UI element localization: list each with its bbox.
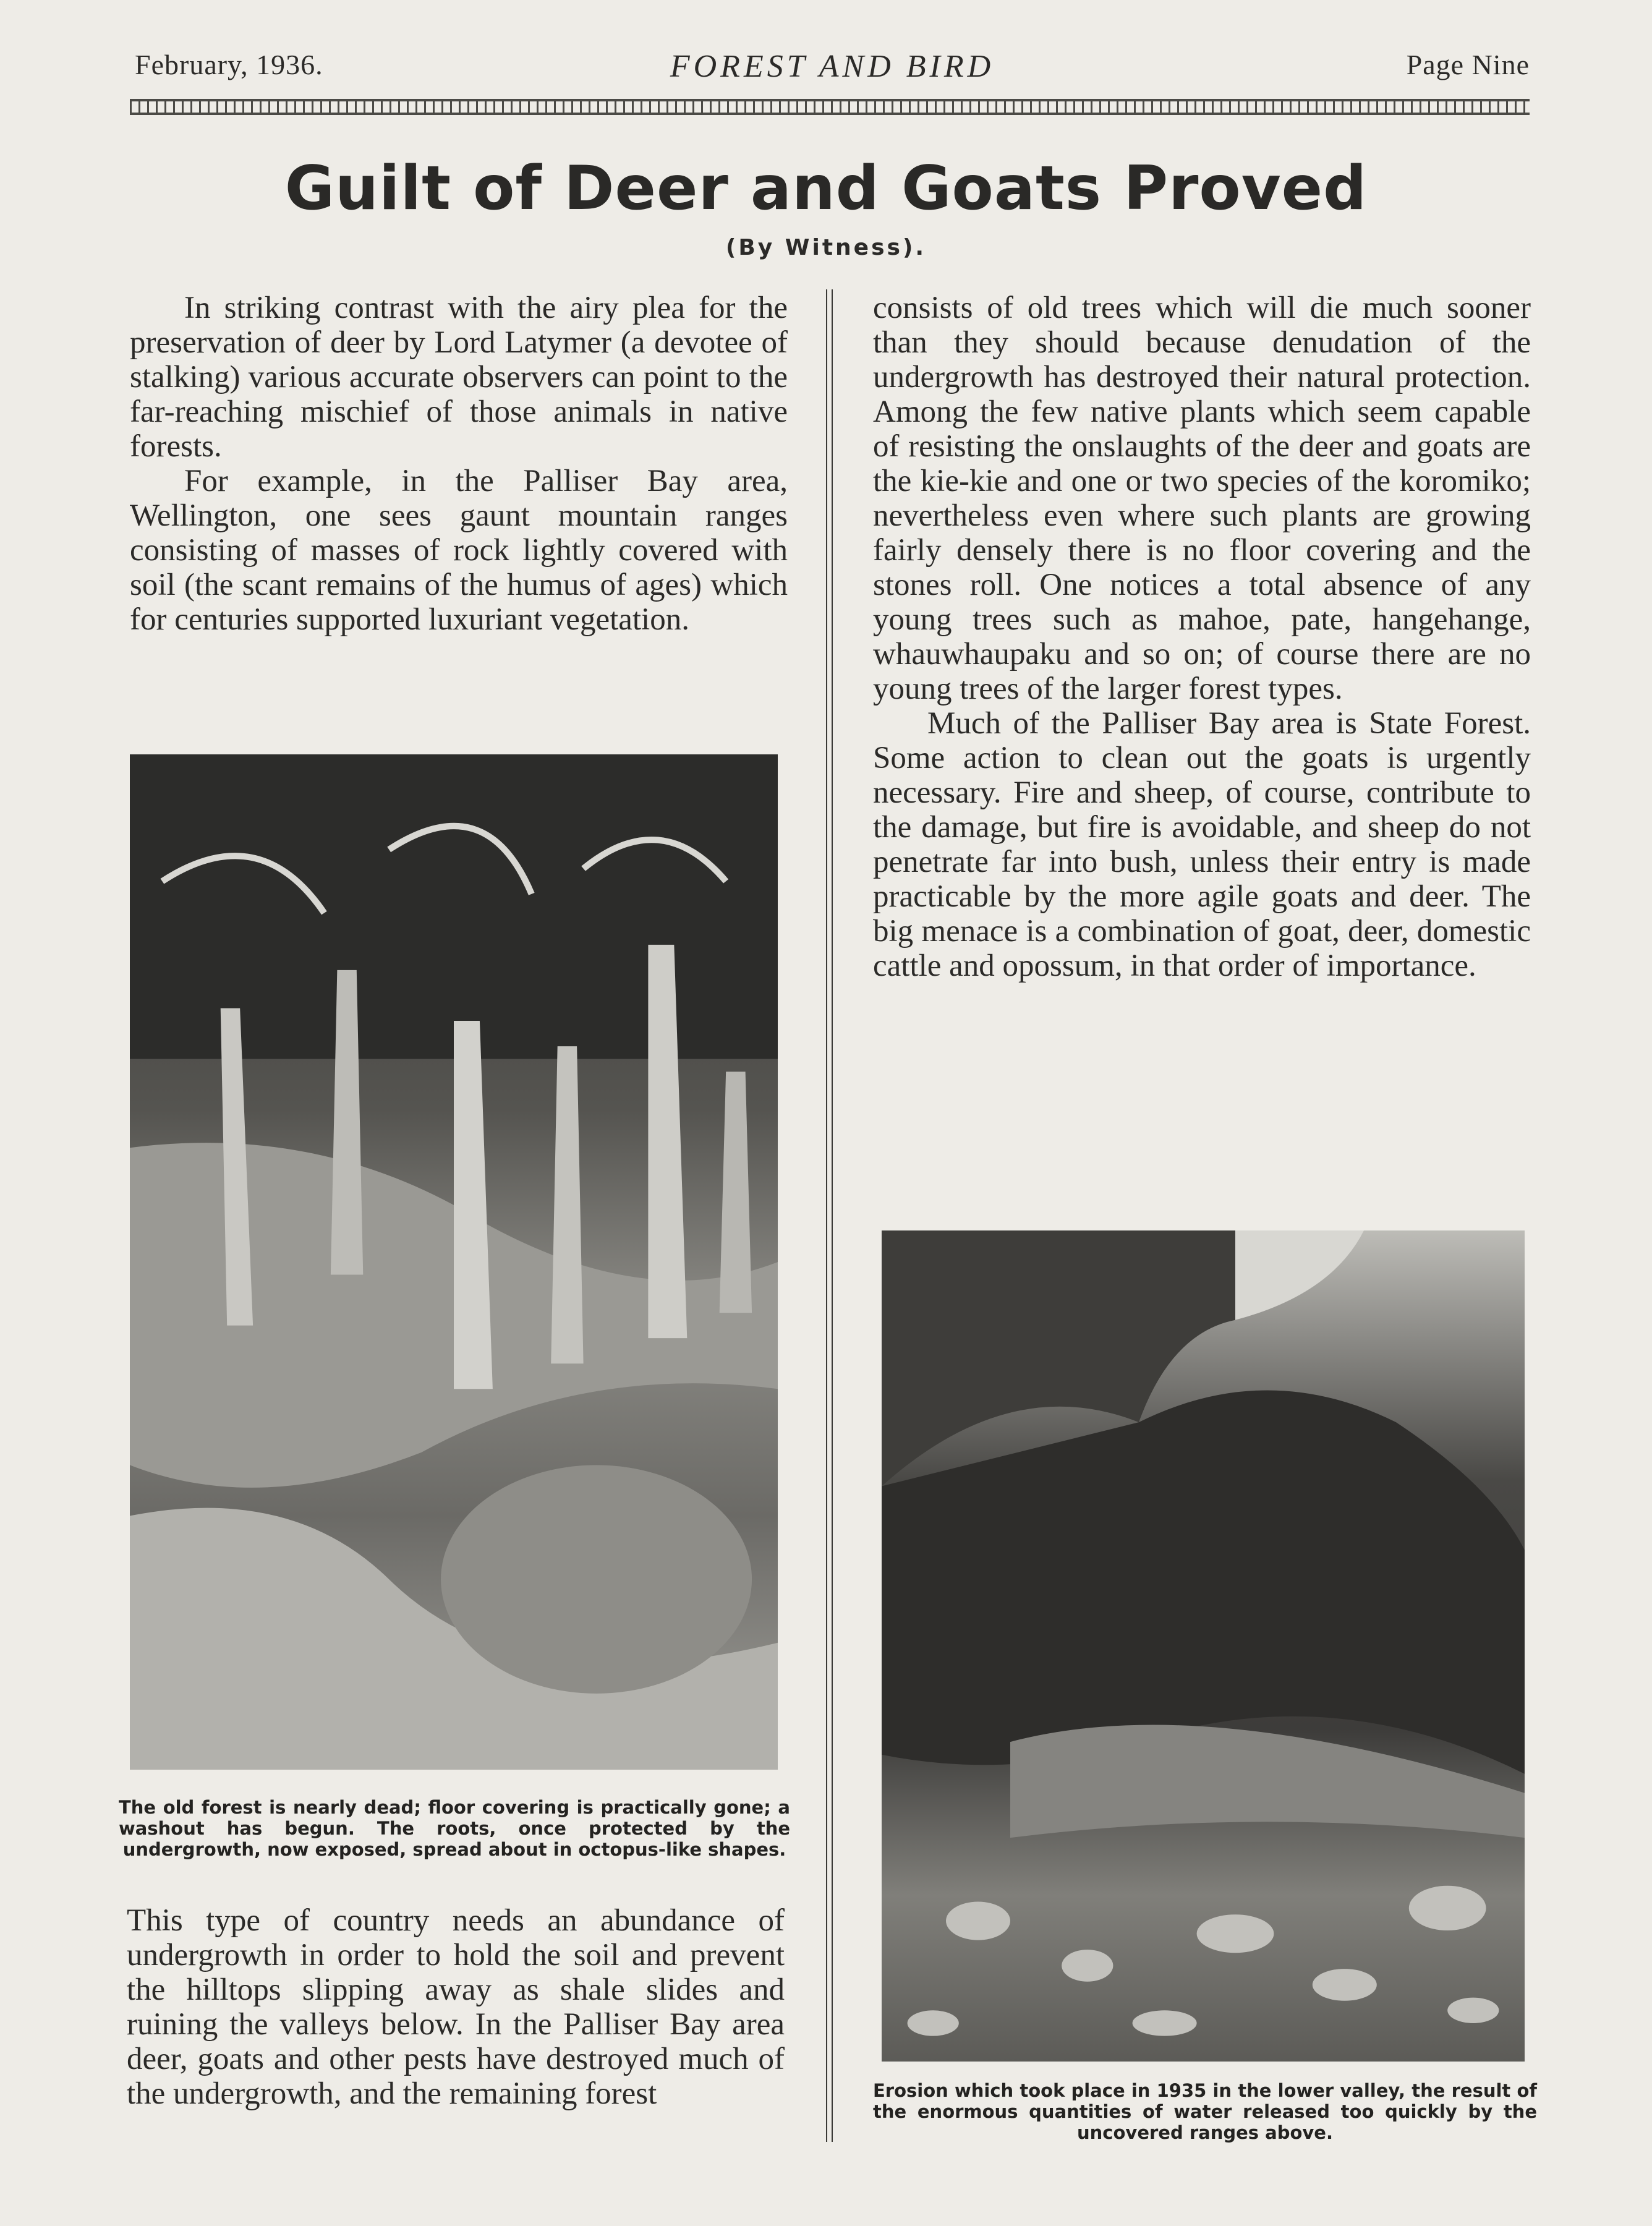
paragraph: In striking contrast with the airy plea for the preservation of deer by Lord Latymer (a devotee of stalking) various accurate observers can point to the far-reaching mischief of those animals in native forests. [130,291,788,464]
column-divider [826,289,833,2142]
running-header [135,48,1530,92]
forest-photograph [130,754,778,1770]
issue-date: February, 1936. [135,49,323,80]
right-column-text [873,291,1531,983]
page-number: Page Nine [1406,49,1530,80]
header-ornamental-rule [130,99,1530,115]
article-byline: (By Witness). [725,235,927,260]
publication-name: FOREST AND BIRD [670,49,995,84]
article-title: Guilt of Deer and Goats Proved [284,153,1368,224]
left-column-bottom-text [127,1903,785,2111]
photo-caption: The old forest is nearly dead; floor covering is practically gone; a washout has begun. The roots, once protected by the undergrowth, now exposed, spread about in octopus-like shapes. [119,1797,790,1860]
left-column-top-text [130,291,788,637]
paragraph: consists of old trees which will die much sooner than they should because denudation of the undergrowth has destroyed their natural protection. Among the few native plants which seem capable of resisting the onslaughts of the deer and goats are the kie-kie and one or two species of the koromiko; nevertheless even where such plants are growing fairly densely there is no floor covering and the stones roll. One notices a total absence of any young trees such as mahoe, pate, hangehange, whauwhaupaku and so on; of course there are no young trees of the larger forest types. [873,291,1531,706]
paragraph: This type of country needs an abundance of undergrowth in order to hold the soil and prevent the hilltops slipping away as shale slides and ruining the valleys below. In the Palliser Bay area deer, goats and other pests have destroyed much of the undergrowth, and the remaining forest [127,1903,785,2111]
paragraph: For example, in the Palliser Bay area, Wellington, one sees gaunt mountain ranges consisting of masses of rock lightly covered with soil (the scant remains of the humus of ages) which for centuries supported luxuriant vegetation. [130,464,788,637]
photo-caption: Erosion which took place in 1935 in the lower valley, the result of the enormous quantities of water released too quickly by the uncovered ranges above. [873,2080,1537,2143]
paragraph: Much of the Palliser Bay area is State Forest. Some action to clean out the goats is urgently necessary. Fire and sheep, of course, contribute to the damage, but fire is avoidable, and sheep do not penetrate far into bush, unless their entry is made practicable by the more agile goats and deer. The big menace is a combination of goat, deer, domestic cattle and opossum, in that order of importance. [873,706,1531,983]
erosion-photograph [882,1230,1525,2062]
